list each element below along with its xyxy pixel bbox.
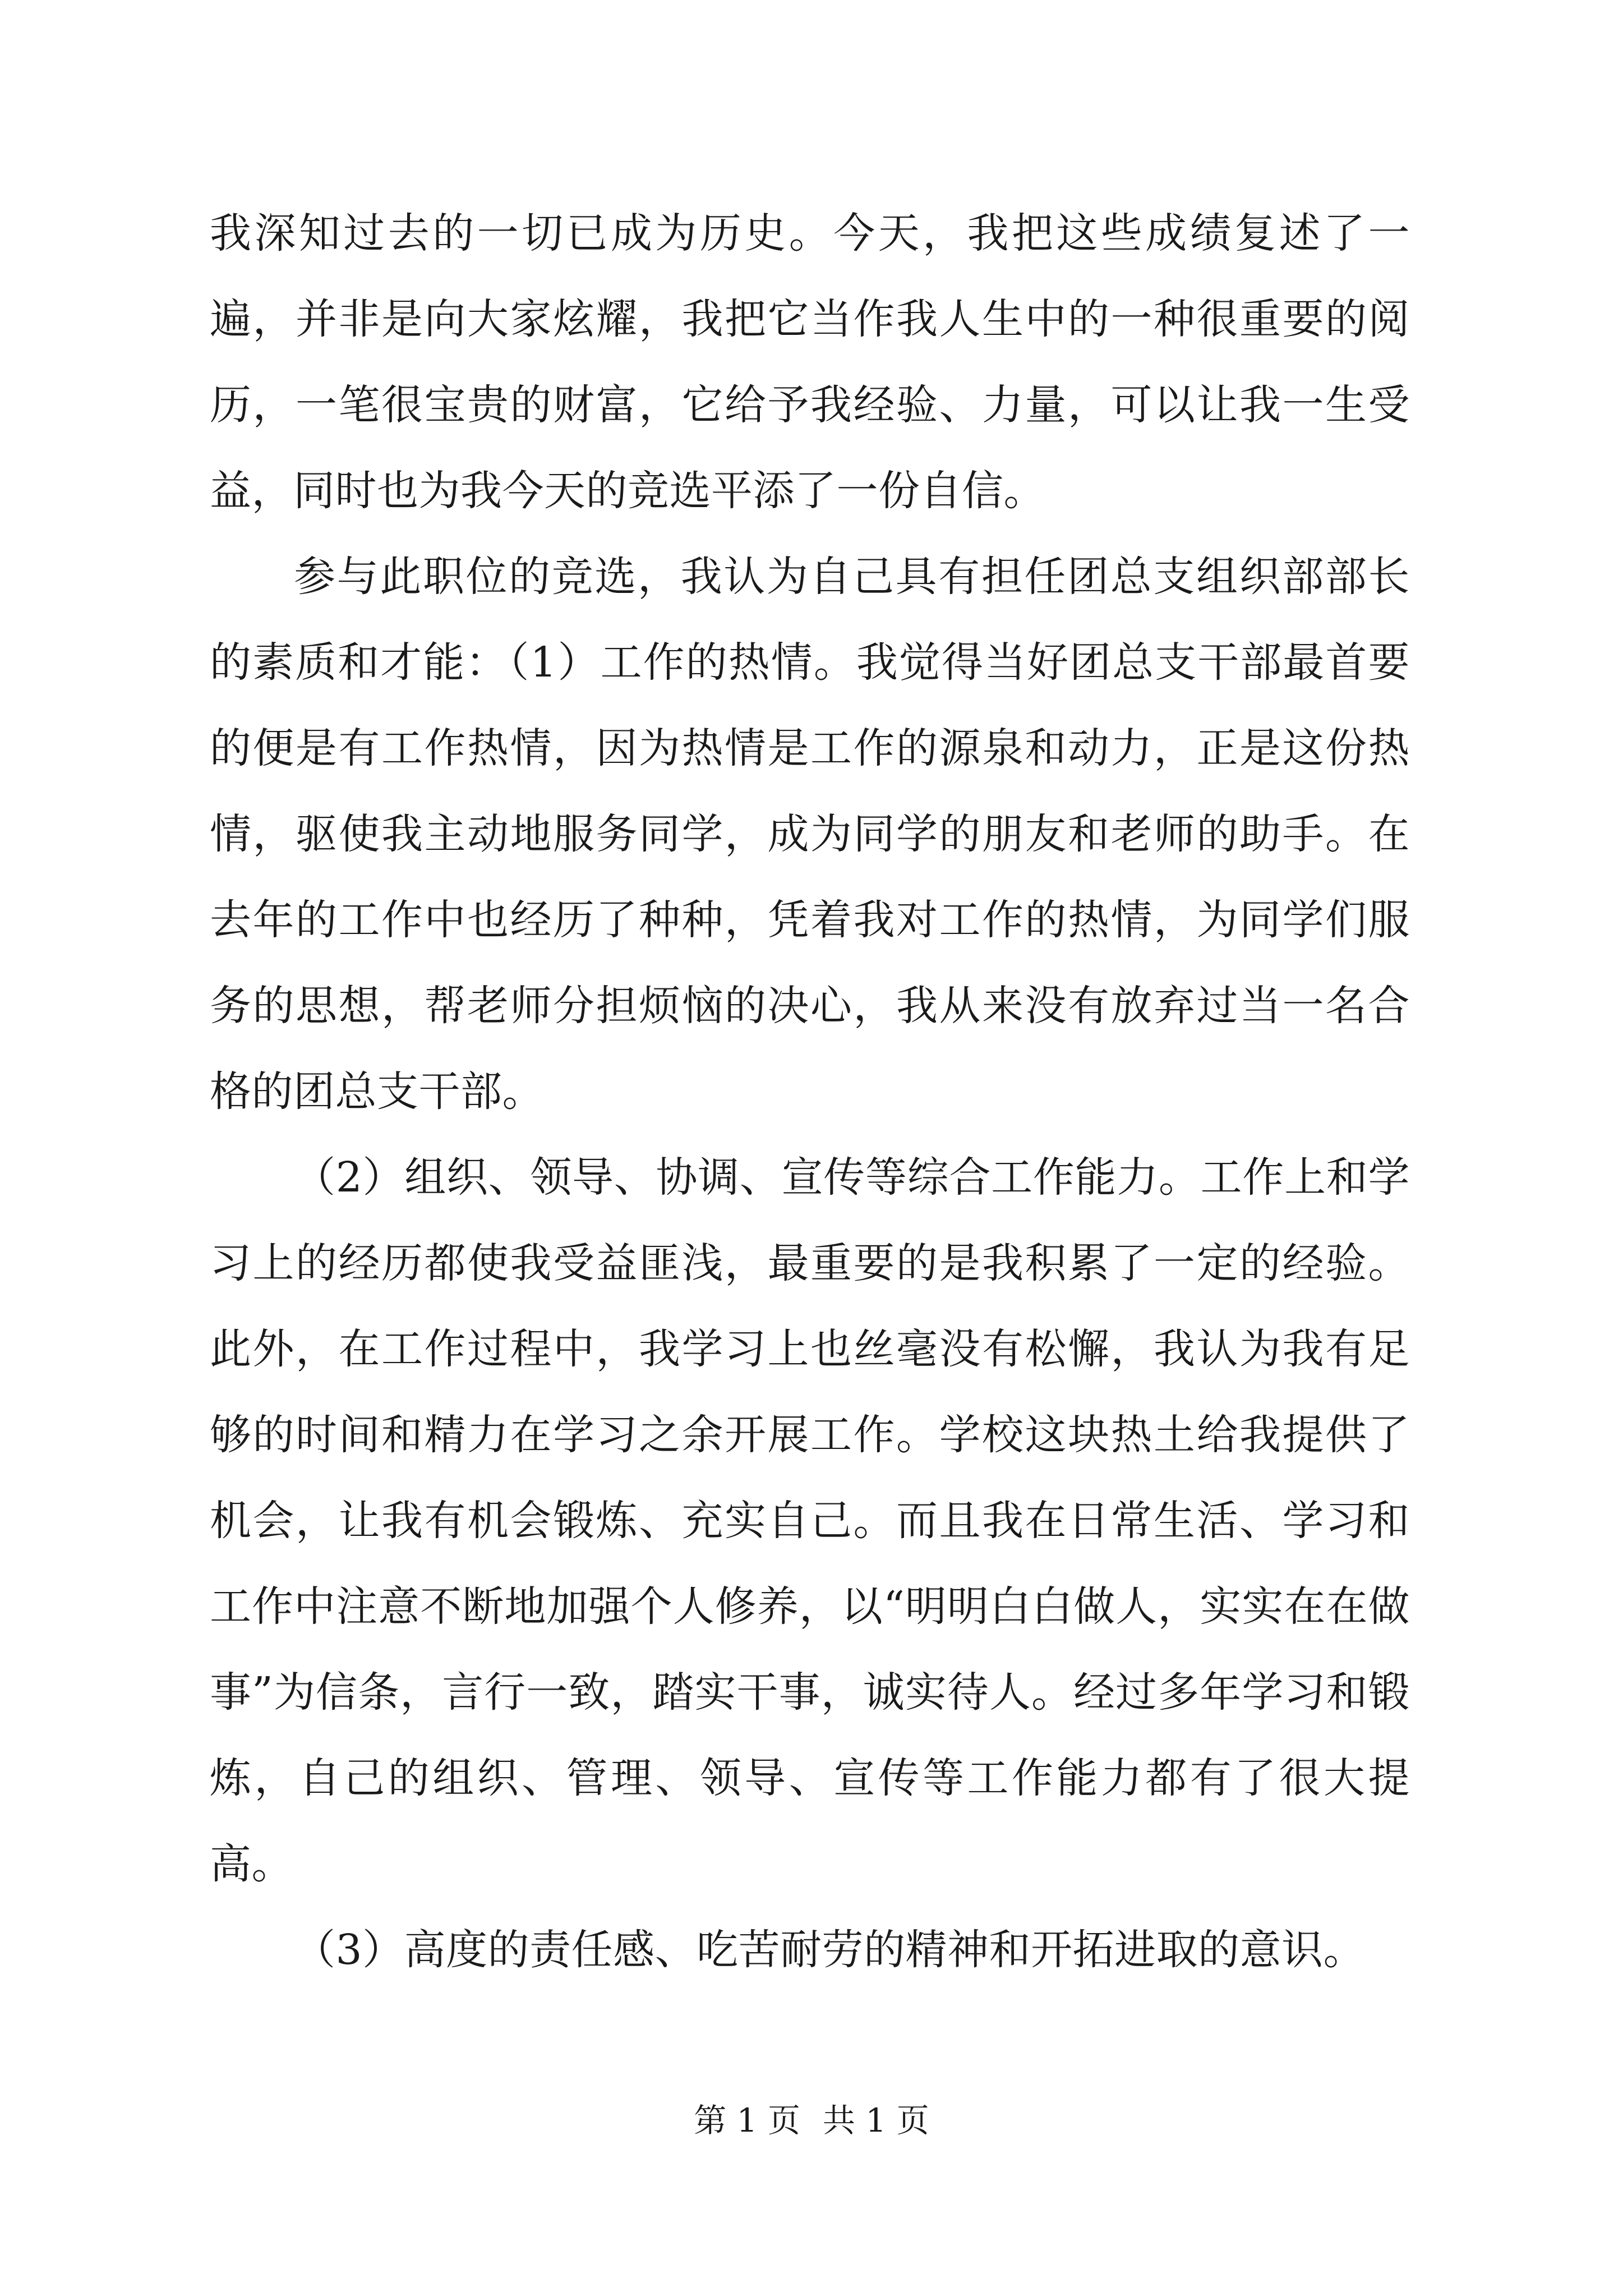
paragraph-3: （2）组织、领导、协调、宣传等综合工作能力。工作上和学习上的经历都使我受益匪浅，最重要的是我积累了一定的经验。此外，在工作过程中，我学习上也丝毫没有松懈，我认为我有足够的时间和精力在学习之余开展工作。学校这块热土给我提供了机会，让我有机会锻炼、充实自己。而且我在日常生活、学习和工作中注意不断地加强个人修养，以“明明白白做人，实实在在做事”为信条，言行一致，踏实干事，诚实待人。经过多年学习和锻炼，自己的组织、管理、领导、宣传等工作能力都有了很大提高。 bbox=[210, 1153, 1410, 1888]
page-total: 共 1 页 bbox=[823, 2101, 929, 2139]
document-body bbox=[210, 191, 1410, 1993]
paragraph-2: 参与此职位的竞选，我认为自己具有担任团总支组织部部长的素质和才能：（1）工作的热情。我觉得当好团总支干部最首要的便是有工作热情，因为热情是工作的源泉和动力，正是这份热情，驱使我主动地服务同学，成为同学的朋友和老师的助手。在去年的工作中也经历了种种，凭着我对工作的热情，为同学们服务的思想，帮老师分担烦恼的决心，我从来没有放弃过当一名合格的团总支干部。 bbox=[210, 553, 1410, 1116]
paragraph-4: （3）高度的责任感、吃苦耐劳的精神和开拓进取的意识。 bbox=[294, 1926, 1366, 1974]
page-footer bbox=[0, 2098, 1623, 2143]
page-number: 第 1 页 bbox=[694, 2101, 800, 2139]
paragraph-1: 我深知过去的一切已成为历史。今天，我把这些成绩复述了一遍，并非是向大家炫耀，我把它当作我人生中的一种很重要的阅历，一笔很宝贵的财富，它给予我经验、力量，可以让我一生受益，同时也为我今天的竞选平添了一份自信。 bbox=[210, 209, 1410, 515]
